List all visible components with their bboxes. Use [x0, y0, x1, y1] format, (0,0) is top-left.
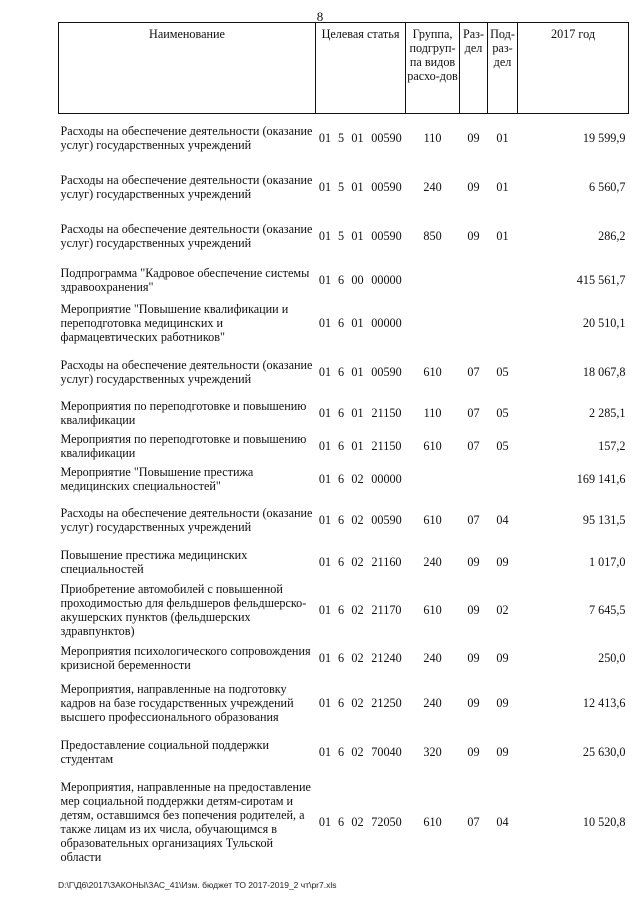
- table-row: [59, 641, 629, 676]
- row-name: Приобретение автомобилей с повышенной проходимостью для фельдшеров фельдшерско-акушерских пунктов (фельдшерских здравпунктов): [60, 581, 307, 638]
- code-2: 6: [337, 554, 345, 569]
- amount: 1 017,0: [588, 554, 626, 569]
- code-1: 01: [318, 513, 332, 527]
- razdel-code: 07: [467, 439, 480, 453]
- code-4: 21150: [371, 406, 402, 420]
- table-header: [59, 23, 629, 114]
- amount: 415 561,7: [576, 272, 626, 287]
- table-row: [59, 496, 629, 545]
- table-row: [59, 676, 629, 731]
- table-row: [59, 463, 629, 496]
- amount: 25 630,0: [582, 744, 626, 759]
- code-1: 01: [318, 229, 332, 243]
- code-3: 00: [351, 272, 364, 287]
- code-1: 01: [318, 696, 332, 710]
- code-4: 00590: [371, 513, 402, 527]
- code-4: 00590: [371, 229, 402, 243]
- code-1: 01: [318, 316, 332, 330]
- podrazdel-code: 04: [496, 814, 509, 829]
- code-3: 01: [351, 439, 364, 453]
- code-2: 6: [337, 651, 345, 665]
- podrazdel-code: 05: [496, 439, 509, 453]
- razdel-code: 07: [467, 814, 480, 829]
- code-1: 01: [318, 439, 332, 453]
- row-name: Расходы на обеспечение деятельности (оказание услуг) государственных учреждений: [60, 358, 313, 386]
- group-code: 850: [423, 229, 442, 243]
- header-name: Наименование: [59, 23, 316, 114]
- amount: 12 413,6: [582, 696, 626, 710]
- podrazdel-code: 05: [496, 406, 509, 420]
- header-target-article: Целевая статья: [316, 23, 406, 114]
- razdel-code: 09: [467, 696, 480, 710]
- row-name: Мероприятие "Повышение престижа медицинских специальностей": [60, 465, 254, 493]
- page-number: 8: [316, 9, 324, 24]
- table-row: [59, 545, 629, 579]
- code-1: 01: [318, 744, 332, 759]
- code-2: 6: [337, 814, 345, 829]
- razdel-code: 09: [467, 131, 480, 146]
- code-4: 21170: [371, 602, 402, 617]
- razdel-code: [460, 463, 488, 496]
- code-3: 02: [351, 651, 364, 665]
- row-name: Расходы на обеспечение деятельности (оказание услуг) государственных учреждений: [60, 506, 313, 534]
- group-code: 320: [423, 744, 442, 759]
- amount: 169 141,6: [576, 472, 626, 486]
- razdel-code: 09: [467, 744, 480, 759]
- table-row: [59, 430, 629, 463]
- podrazdel-code: 02: [496, 602, 509, 617]
- amount: 20 510,1: [582, 316, 626, 330]
- table-row: [59, 731, 629, 773]
- code-3: 01: [351, 180, 364, 194]
- code-2: 6: [337, 696, 345, 710]
- group-code: [406, 463, 460, 496]
- table-row: [59, 299, 629, 348]
- header-razdel: Раз-дел: [460, 23, 488, 114]
- code-4: 00590: [371, 180, 402, 194]
- row-name: Расходы на обеспечение деятельности (оказание услуг) государственных учреждений: [60, 124, 313, 153]
- code-4: 70040: [371, 744, 402, 759]
- razdel-code: 09: [467, 651, 480, 665]
- header-group: Группа, подгруп-па видов расхо-дов: [406, 23, 460, 114]
- code-2: 6: [337, 472, 345, 486]
- amount: 157,2: [598, 439, 626, 453]
- code-3: 01: [351, 316, 364, 330]
- razdel-code: 09: [467, 229, 480, 243]
- table-row: [59, 114, 629, 163]
- code-2: 5: [337, 131, 345, 146]
- code-2: 6: [337, 602, 345, 617]
- code-4: 21240: [371, 651, 402, 665]
- group-code: 610: [423, 814, 442, 829]
- code-4: 21160: [371, 554, 402, 569]
- code-1: 01: [318, 602, 332, 617]
- code-2: 6: [337, 744, 345, 759]
- razdel-code: 07: [467, 365, 480, 379]
- podrazdel-code: 01: [496, 180, 509, 194]
- file-path-footer: D:\Г\Д6\2017\ЗАКОНЫ\ЗАС_41\Изм. бюджет ТО 2017-2019_2 чт\pr7.xls: [58, 880, 337, 890]
- group-code: 610: [423, 365, 442, 379]
- code-1: 01: [318, 131, 332, 146]
- code-3: 02: [351, 554, 364, 569]
- table-row: [59, 579, 629, 641]
- amount: 250,0: [598, 651, 626, 665]
- amount: 18 067,8: [582, 365, 626, 379]
- code-2: 6: [337, 406, 345, 420]
- podrazdel-code: 01: [496, 229, 509, 243]
- header-podrazdel: Под-раз-дел: [488, 23, 518, 114]
- podrazdel-code: [488, 299, 518, 348]
- table-row: [59, 163, 629, 212]
- code-1: 01: [318, 554, 332, 569]
- code-3: 01: [351, 365, 364, 379]
- razdel-code: 09: [467, 602, 480, 617]
- amount: 10 520,8: [582, 814, 626, 829]
- podrazdel-code: 09: [496, 744, 509, 759]
- table-row: [59, 348, 629, 397]
- razdel-code: 09: [467, 554, 480, 569]
- code-1: 01: [318, 180, 332, 194]
- podrazdel-code: [488, 261, 518, 299]
- header-year: 2017 год: [518, 23, 629, 114]
- razdel-code: 07: [467, 406, 480, 420]
- group-code: 110: [423, 406, 442, 420]
- row-name: Расходы на обеспечение деятельности (оказание услуг) государственных учреждений: [60, 222, 313, 250]
- group-code: 240: [423, 554, 442, 569]
- code-4: 00000: [371, 272, 402, 287]
- group-code: 110: [423, 131, 442, 146]
- group-code: 610: [423, 513, 442, 527]
- code-4: 00000: [371, 472, 402, 486]
- code-2: 6: [337, 513, 345, 527]
- code-2: 6: [337, 316, 345, 330]
- podrazdel-code: 09: [496, 554, 509, 569]
- code-1: 01: [318, 272, 332, 287]
- amount: 7 645,5: [588, 602, 626, 617]
- razdel-code: 07: [467, 513, 480, 527]
- podrazdel-code: 05: [496, 365, 509, 379]
- razdel-code: [460, 299, 488, 348]
- table-row: [59, 212, 629, 261]
- table-row: [59, 773, 629, 871]
- code-3: 02: [351, 814, 364, 829]
- code-2: 6: [337, 439, 345, 453]
- group-code: 240: [423, 696, 442, 710]
- amount: 6 560,7: [588, 180, 626, 194]
- row-name: Мероприятие "Повышение квалификации и переподготовка медицинских и фармацевтических работников": [60, 302, 289, 344]
- group-code: 240: [423, 180, 442, 194]
- code-3: 02: [351, 696, 364, 710]
- code-3: 01: [351, 406, 364, 420]
- amount: 2 285,1: [588, 406, 626, 420]
- table-row: [59, 397, 629, 430]
- code-3: 02: [351, 744, 364, 759]
- group-code: [406, 261, 460, 299]
- code-1: 01: [318, 472, 332, 486]
- row-name: Расходы на обеспечение деятельности (оказание услуг) государственных учреждений: [60, 173, 313, 201]
- podrazdel-code: 04: [496, 513, 509, 527]
- code-2: 6: [337, 272, 345, 287]
- row-name: Мероприятия по переподготовке и повышению квалификации: [60, 399, 307, 427]
- row-name: Мероприятия, направленные на предоставление мер социальной поддержки детям-сиротам и детям, оставшимся без попечения родителей, а также лицам из их числа, обучающимся в образовательных организациях Тульской области: [60, 779, 311, 864]
- code-3: 02: [351, 472, 364, 486]
- code-3: 02: [351, 602, 364, 617]
- group-code: [406, 299, 460, 348]
- code-4: 00590: [371, 365, 402, 379]
- podrazdel-code: 01: [496, 131, 509, 146]
- code-2: 5: [337, 180, 345, 194]
- code-4: 21150: [371, 439, 402, 453]
- code-4: 21250: [371, 696, 402, 710]
- code-1: 01: [318, 651, 332, 665]
- amount: 95 131,5: [582, 513, 626, 527]
- row-name: Повышение престижа медицинских специальностей: [60, 547, 248, 576]
- group-code: 240: [423, 651, 442, 665]
- amount: 286,2: [598, 229, 626, 243]
- code-4: 00000: [371, 316, 402, 330]
- amount: 19 599,9: [582, 131, 626, 146]
- code-2: 6: [337, 365, 345, 379]
- table-row: [59, 261, 629, 299]
- row-name: Предоставление социальной поддержки студентам: [60, 737, 270, 766]
- podrazdel-code: [488, 463, 518, 496]
- podrazdel-code: 09: [496, 651, 509, 665]
- podrazdel-code: 09: [496, 696, 509, 710]
- code-3: 01: [351, 229, 364, 243]
- group-code: 610: [423, 602, 442, 617]
- code-1: 01: [318, 365, 332, 379]
- row-name: Мероприятия психологического сопровождения кризисной беременности: [60, 644, 311, 672]
- group-code: 610: [423, 439, 442, 453]
- row-name: Мероприятия по переподготовке и повышению квалификации: [60, 432, 307, 460]
- code-1: 01: [318, 406, 332, 420]
- code-4: 72050: [371, 814, 402, 829]
- code-3: 01: [351, 131, 364, 146]
- razdel-code: 09: [467, 180, 480, 194]
- code-3: 02: [351, 513, 364, 527]
- row-name: Мероприятия, направленные на подготовку кадров на базе государственных учреждений высшего профессионального образования: [60, 682, 294, 724]
- budget-table: [58, 22, 629, 871]
- row-name: Подпрограмма "Кадровое обеспечение системы здравоохранения": [60, 265, 310, 294]
- razdel-code: [460, 261, 488, 299]
- code-1: 01: [318, 814, 332, 829]
- code-2: 5: [337, 229, 345, 243]
- code-4: 00590: [371, 131, 402, 146]
